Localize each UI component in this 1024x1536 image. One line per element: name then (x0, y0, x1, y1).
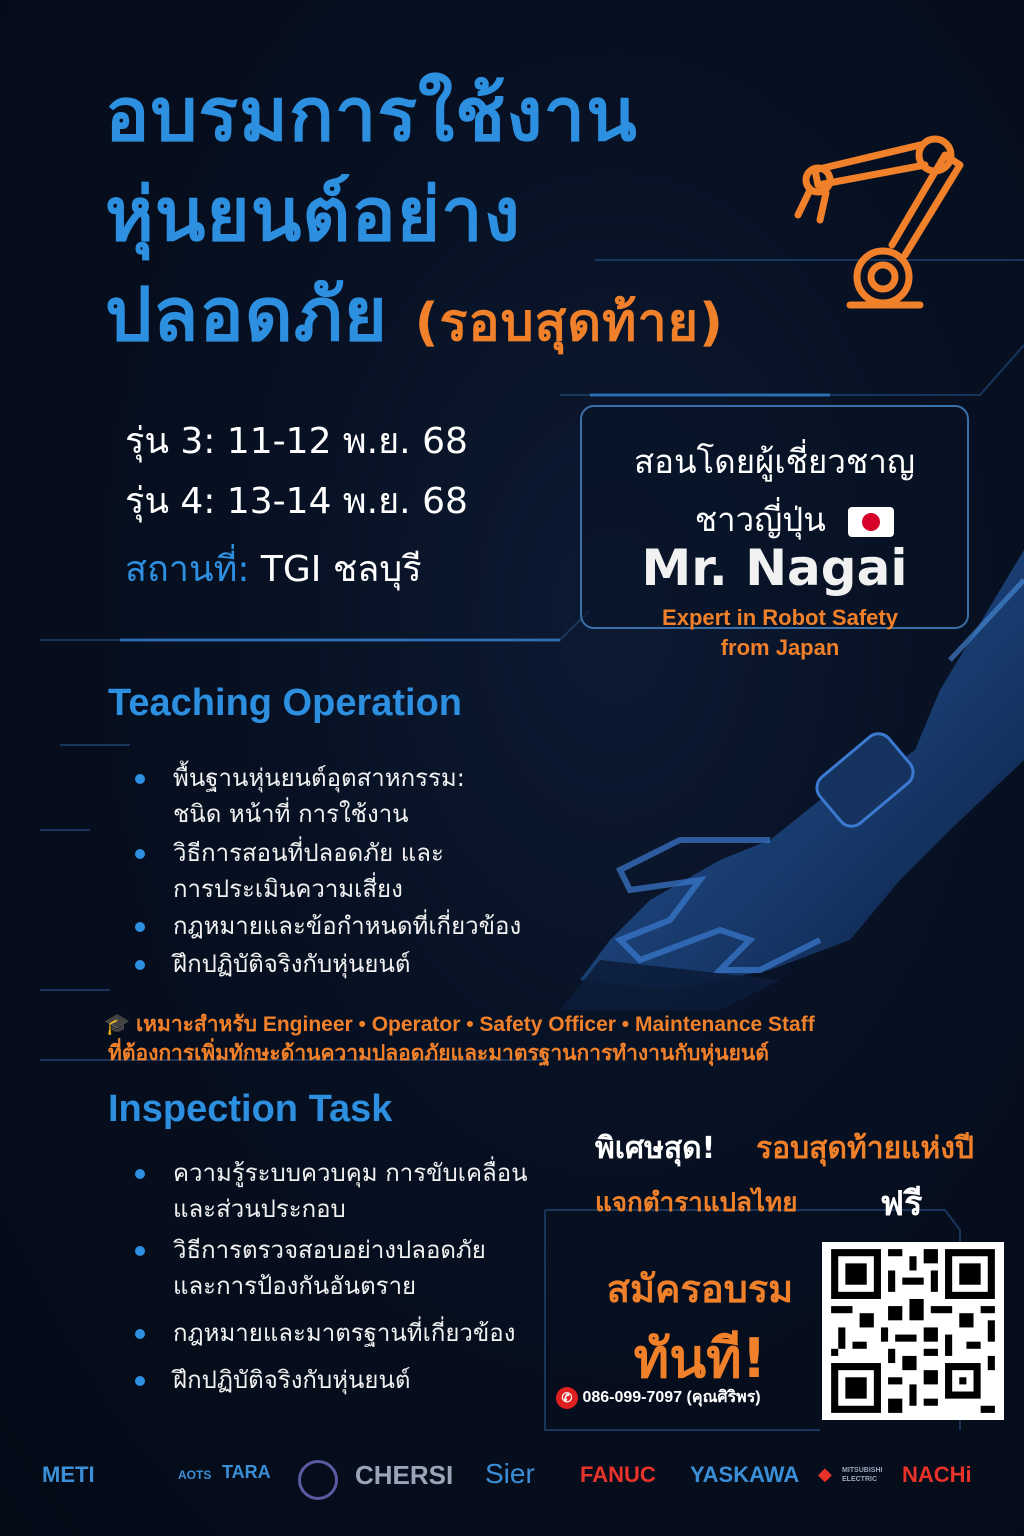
title-line-3-text: ปลอดภัย (105, 272, 388, 358)
robot-arm-icon (780, 95, 980, 315)
target-audience-line-2: ที่ต้องการเพิ่มทักษะด้านความปลอดภัยและมาตรฐานการทำงานกับหุ่นยนต์ (108, 1042, 769, 1065)
inspection-item (145, 1232, 486, 1304)
teaching-item-line: วิธีการสอนที่ปลอดภัย และ (173, 839, 444, 867)
inspection-item (145, 1362, 410, 1398)
logo-chersi: CHERSI (355, 1460, 454, 1490)
logo-meti: METI (42, 1462, 95, 1487)
logo-nachi: NACHi (902, 1462, 972, 1487)
schedule-batch-3: รุ่น 3: 11-12 พ.ย. 68 (125, 421, 468, 462)
logo-yaskawa: YASKAWA (690, 1462, 800, 1487)
logo-tara: TARA (222, 1462, 271, 1482)
logo-aots: AOTS (178, 1468, 212, 1482)
venue-value: TGI ชลบุรี (260, 549, 422, 590)
qr-code[interactable] (822, 1242, 1004, 1420)
teaching-item-line: ฝึกปฏิบัติจริงกับหุ่นยนต์ (173, 950, 411, 978)
logo-bar (0, 1440, 1024, 1510)
instructor-intro: สอนโดยผู้เชี่ยวชาญ (634, 442, 915, 481)
mitsubishi-diamonds-icon: ◆ (818, 1464, 832, 1485)
logo-mitsubishi: MITSUBISHI ELECTRIC (842, 1467, 883, 1483)
japan-flag-icon (848, 507, 894, 537)
instructor-name: Mr. Nagai (641, 539, 908, 597)
title-line-1: อบรมการใช้งาน (105, 72, 638, 158)
register-line-2[interactable]: ทันที! (633, 1327, 767, 1390)
promo-special: พิเศษสุด! (595, 1131, 716, 1166)
phone-row[interactable] (556, 1385, 761, 1410)
inspection-item-line: และการป้องกันอันตราย (173, 1272, 417, 1300)
teaching-item (145, 760, 465, 832)
teaching-item (145, 908, 521, 944)
instructor-panel (580, 405, 969, 629)
teaching-item-line: พื้นฐานหุ่นยนต์อุตสาหกรรม: (173, 764, 465, 792)
inspection-item-line: ฝึกปฏิบัติจริงกับหุ่นยนต์ (173, 1366, 411, 1394)
inspection-item-line: กฎหมายและมาตรฐานที่เกี่ยวข้อง (173, 1319, 516, 1347)
inspection-item-line: วิธีการตรวจสอบอย่างปลอดภัย (173, 1236, 486, 1264)
promo-book: แจกตำราแปลไทย (595, 1188, 798, 1218)
teaching-section-title: Teaching Operation (108, 682, 463, 724)
instructor-subtitle-2: from Japan (720, 635, 840, 660)
instructor-subtitle-1: Expert in Robot Safety (662, 605, 898, 630)
teaching-item-line: การประเมินความเสี่ยง (173, 875, 403, 903)
logo-fanuc: FANUC (580, 1462, 656, 1487)
inspection-item-line: และส่วนประกอบ (173, 1195, 346, 1223)
inspection-item (145, 1315, 515, 1351)
phone-number: 086-099-7097 (คุณศิริพร) (582, 1389, 761, 1406)
seal-logo-icon (298, 1460, 338, 1500)
promo-free: ฟรี (880, 1184, 923, 1224)
teaching-item-line: ชนิด หน้าที่ การใช้งาน (173, 800, 409, 828)
inspection-item (145, 1155, 528, 1227)
graduation-cap-icon: 🎓 (104, 1013, 131, 1036)
title-line-2: หุ่นยนต์อย่าง (105, 172, 521, 258)
inspection-section-title: Inspection Task (108, 1088, 393, 1130)
teaching-item (145, 946, 410, 982)
venue (125, 540, 422, 597)
target-audience-text-1: เหมาะสำหรับ Engineer • Operator • Safety Officer • Maintenance Staff (136, 1013, 815, 1036)
logo-sier: Sier (485, 1458, 535, 1489)
teaching-item (145, 835, 444, 907)
teaching-item-line: กฎหมายและข้อกำหนดที่เกี่ยวข้อง (173, 912, 522, 940)
inspection-item-line: ความรู้ระบบควบคุม การขับเคลื่อน (173, 1159, 528, 1187)
instructor-nationality: ชาวญี่ปุ่น (694, 500, 826, 539)
register-line-1[interactable]: สมัครอบรม (606, 1267, 794, 1311)
schedule-batch-4: รุ่น 4: 13-14 พ.ย. 68 (125, 481, 468, 522)
venue-label: สถานที่: (125, 549, 250, 590)
title-line-3 (105, 272, 724, 358)
title-final-round-tag: (รอบสุดท้าย) (414, 293, 724, 353)
promo-final-round: รอบสุดท้ายแห่งปี (756, 1131, 974, 1166)
phone-icon: ✆ (556, 1387, 578, 1409)
qr-code-pattern (822, 1242, 1004, 1420)
